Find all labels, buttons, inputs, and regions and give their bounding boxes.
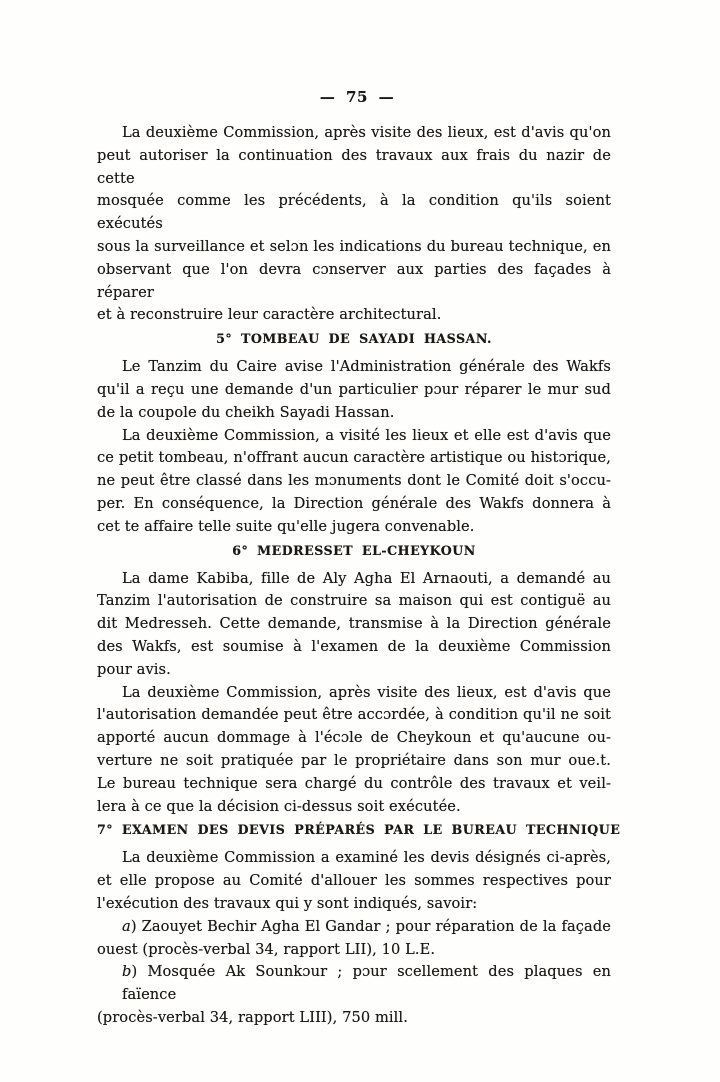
text-segment: ) Mosquée Ak Sounkɔur ; pɔur scellement des plaques en faïence bbox=[122, 963, 611, 1004]
text-line: per. En conséquence, la Direction générale des Wakfs donnera à bbox=[97, 494, 611, 512]
text-line: dit Medresseh. Cette demande, transmise à la Direction générale bbox=[97, 615, 611, 633]
italic-list-marker: a bbox=[122, 917, 131, 935]
text-line: ce petit tombeau, n'offrant aucun caractère artistique ou histɔrique, bbox=[97, 449, 611, 467]
text-line: et elle propose au Comité d'allouer les sommes respectives pour bbox=[97, 872, 611, 890]
text-line: ouest (procès-verbal 34, rapport LII), 10 L.E. bbox=[97, 940, 436, 958]
section-heading: 6° MEDRESSET EL-CHEYKOUN bbox=[232, 542, 476, 558]
text-line: observant que l'on devra cɔnserver aux parties des façades à réparer bbox=[97, 260, 611, 301]
paragraph bbox=[97, 847, 611, 915]
text-line: peut autoriser la continuation des travaux aux frais du nazir de cette bbox=[97, 146, 611, 187]
paragraph bbox=[97, 916, 611, 962]
paragraph bbox=[97, 122, 611, 327]
italic-list-marker: b bbox=[122, 963, 132, 981]
text-line: cet te affaire telle suite qu'elle jugera convenable. bbox=[97, 517, 475, 535]
text-line: Tanzim l'autorisation de construire sa maison qui est contiguë au bbox=[97, 592, 611, 610]
text-line: La dame Kabiba, fille de Aly Agha El Arnaouti, a demandé au bbox=[122, 569, 611, 587]
text-line: de la coupole du cheikh Sayadi Hassan. bbox=[97, 403, 395, 421]
text-line: qu'il a reçu une demande d'un particulier pɔur réparer le mur sud bbox=[97, 380, 611, 398]
text-line: sous la surveillance et selɔn les indications du bureau technique, en bbox=[97, 237, 611, 255]
text-line: l'autorisation demandée peut être accɔrdée, à conditiɔn qu'il ne soit bbox=[97, 706, 611, 724]
paragraph bbox=[97, 682, 611, 819]
text-line: La deuxième Commission, a visité les lieux et elle est d'avis que bbox=[122, 426, 611, 444]
text-line: La deuxième Commission, après visite des lieux, est d'avis que bbox=[122, 683, 611, 701]
text-line: apporté aucun dommage à l'écɔle de Cheykoun et qu'aucune ou- bbox=[97, 729, 611, 747]
paragraph bbox=[97, 961, 611, 1029]
text-line: Le Tanzim du Caire avise l'Administration générale des Wakfs bbox=[122, 358, 611, 376]
text-line: pour avis. bbox=[97, 660, 171, 678]
text-line: Le bureau technique sera chargé du contrôle des travaux et veil- bbox=[97, 774, 611, 792]
page-number: — 75 — bbox=[319, 88, 395, 106]
text-line: lera à ce que la décision ci-dessus soit exécutée. bbox=[97, 797, 461, 815]
section-heading: 7° EXAMEN DES DEVIS PRÉPARÉS PAR LE BUREAU TECHNIQUE bbox=[97, 822, 621, 838]
text-line: des Wakfs, est soumise à l'examen de la deuxième Commission bbox=[97, 637, 611, 655]
text-line: La deuxième Commission, après visite des lieux, est d'avis qu'on bbox=[122, 124, 611, 141]
paragraph bbox=[97, 356, 611, 424]
text-segment: ) Zaouyet Bechir Agha El Gandar ; pour réparation de la façade bbox=[130, 917, 611, 935]
text-line bbox=[97, 916, 611, 939]
paragraph bbox=[97, 568, 611, 682]
text-column bbox=[97, 122, 621, 1030]
text-line: ne peut être classé dans les mɔnuments dont le Comité doit s'occu- bbox=[97, 472, 611, 490]
text-line: mosquée comme les précédents, à la condition qu'ils soient exécutés bbox=[97, 192, 611, 233]
text-line bbox=[97, 961, 611, 1007]
text-line: l'exécution des travaux qui y sont indiqués, savoir: bbox=[97, 894, 478, 912]
text-line: verture ne soit pratiquée par le propriétaire dans son mur oue.t. bbox=[97, 751, 611, 769]
text-line: La deuxième Commission a examiné les devis désignés ci-après, bbox=[122, 849, 611, 867]
section-heading: 5° TOMBEAU DE SAYADI HASSAN. bbox=[216, 331, 492, 347]
text-line: et à reconstruire leur caractère architectural. bbox=[97, 306, 442, 324]
text-line: (procès-verbal 34, rapport LIII), 750 mill. bbox=[97, 1008, 408, 1026]
paragraph bbox=[97, 425, 611, 539]
